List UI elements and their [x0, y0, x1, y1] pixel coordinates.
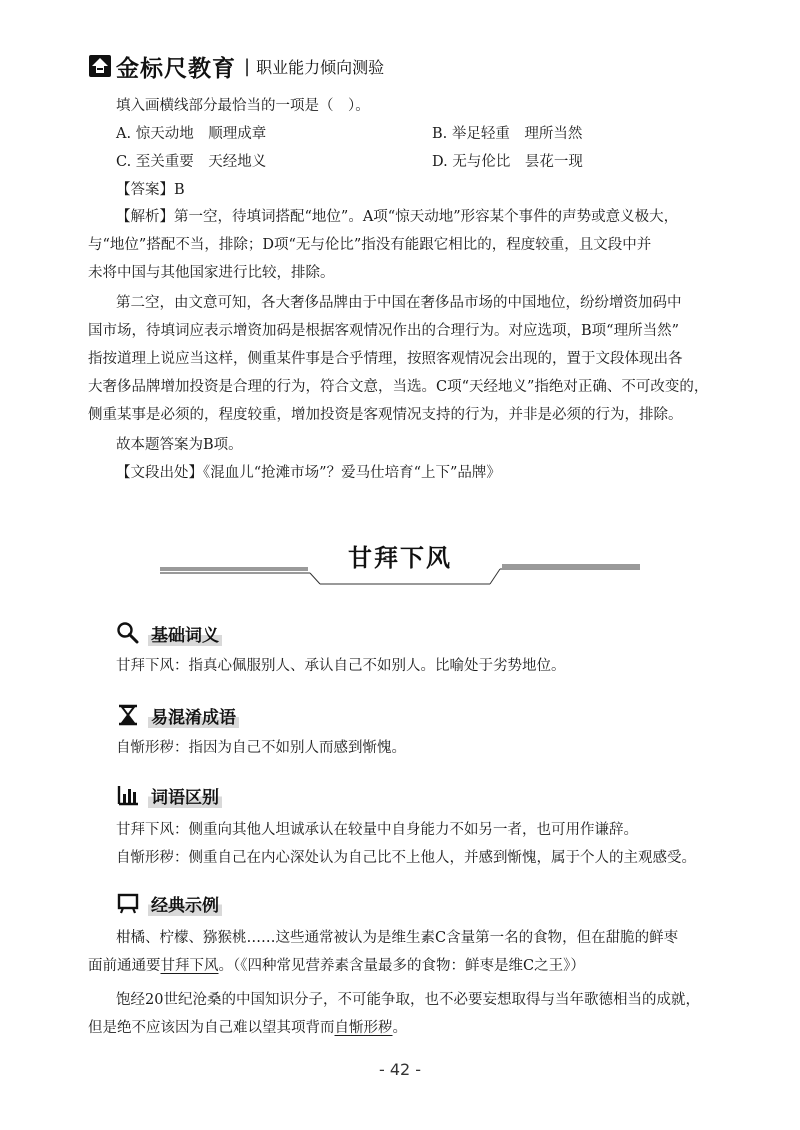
header-separator: | — [244, 55, 251, 77]
option-b: B. 举足轻重 理所当然 — [432, 126, 583, 142]
example-line — [88, 1018, 407, 1038]
analysis-line: 未将中国与其他国家进行比较，排除。 — [88, 265, 335, 281]
analysis-line: 国市场，待填词应表示增资加码是根据客观情况作出的合理行为。对应选项，B项“理所当然” — [88, 323, 679, 339]
difference-line: 自惭形秽：侧重自己在内心深处认为自己比不上他人，并感到惭愧，属于个人的主观感受。 — [116, 850, 696, 866]
analysis-line: 【解析】第一空，待填词搭配“地位”。A项“惊天动地”形容某个事件的声势或意义极大， — [116, 209, 679, 225]
section-title: 词语区别 — [148, 783, 222, 808]
page-header — [88, 50, 384, 82]
section-classic-examples — [116, 890, 222, 916]
example-line — [88, 956, 585, 976]
section-title: 经典示例 — [148, 891, 222, 916]
analysis-line: 指按道理上说应当这样，侧重某件事是合乎情理，按照客观情况会出现的，置于文段体现出各 — [88, 351, 683, 367]
answer: 【答案】B — [116, 182, 185, 198]
section-basic-meaning — [116, 620, 222, 646]
section-word-difference — [116, 782, 222, 808]
example-highlight: 甘拜下风 — [160, 958, 219, 974]
section-title: 基础词义 — [148, 621, 222, 646]
section-title: 易混淆成语 — [148, 703, 239, 728]
confusable-idiom-text: 自惭形秽：指因为自己不如别人而感到惭愧。 — [116, 740, 406, 756]
analysis-line: 第二空，由文意可知，各大奢侈品牌由于中国在奢侈品市场的中国地位，纷纷增资加码中 — [116, 295, 682, 311]
example-line: 柑橘、柠檬、猕猴桃……这些通常被认为是维生素C含量第一名的食物，但在甜脆的鲜枣 — [116, 930, 679, 946]
example-highlight: 自惭形秽 — [334, 1020, 393, 1036]
bar-chart-icon — [116, 783, 140, 807]
option-d: D. 无与伦比 昙花一现 — [432, 154, 583, 170]
example-text: 但是绝不应该因为自己难以望其项背而 — [88, 1020, 335, 1036]
analysis-line: 大奢侈品牌增加投资是合理的行为，符合文意，当选。C项“天经地义”指绝对正确、不可改变的， — [88, 379, 709, 395]
option-c: C. 至关重要 天经地义 — [116, 154, 267, 170]
example-text: 面前通通要 — [88, 958, 161, 974]
brand-logo-icon — [88, 54, 112, 78]
basic-meaning-text: 甘拜下风：指真心佩服别人、承认自己不如别人。比喻处于劣势地位。 — [116, 658, 566, 674]
example-line: 饱经20世纪沧桑的中国知识分子，不可能争取，也不必要妄想取得与当年歌德相当的成就， — [116, 992, 700, 1008]
example-text: 。 — [392, 1020, 407, 1036]
example-text: 。（《四种常见营养素含量最多的食物：鲜枣是维C之王》） — [218, 958, 585, 974]
difference-line: 甘拜下风：侧重向其他人坦诚承认在较量中自身能力不如另一者，也可用作谦辞。 — [116, 822, 638, 838]
analysis-source: 【文段出处】《混血儿“抢滩市场”？爱马仕培育“上下”品牌》 — [116, 465, 501, 481]
section-confusable-idiom — [116, 702, 239, 728]
analysis-line: 侧重某事是必须的，程度较重，增加投资是客观情况支持的行为，并非是必须的行为，排除。 — [88, 407, 683, 423]
question-prompt: 填入画横线部分最恰当的一项是（ ）。 — [116, 98, 370, 114]
idiom-title-block — [160, 528, 640, 588]
analysis-conclusion: 故本题答案为B项。 — [116, 437, 243, 453]
brand-name: 金标尺教育 — [116, 55, 236, 82]
option-a: A. 惊天动地 顺理成章 — [116, 126, 267, 142]
analysis-line: 与“地位”搭配不当，排除；D项“无与伦比”指没有能跟它相比的，程度较重，且文段中并 — [88, 237, 652, 253]
header-subtitle: 职业能力倾向测验 — [256, 57, 385, 77]
magnifier-icon — [116, 621, 140, 645]
page-number: - 42 - — [378, 1060, 422, 1079]
idiom-title: 甘拜下风 — [348, 544, 452, 572]
presentation-board-icon — [116, 891, 140, 915]
hourglass-icon — [116, 703, 140, 727]
